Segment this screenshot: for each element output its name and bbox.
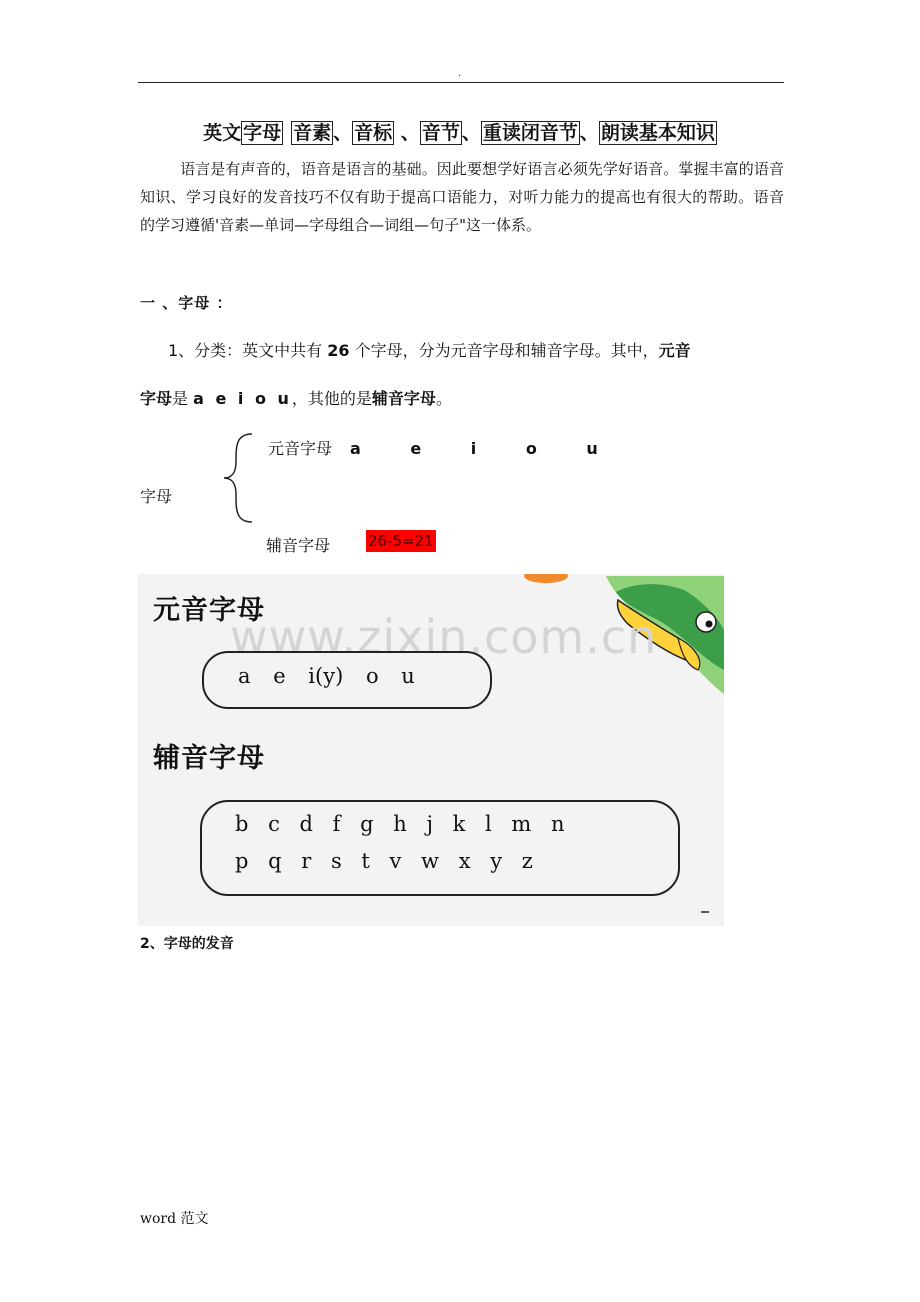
diagram-consonant-label: 辅音字母: [266, 536, 331, 555]
picture-vowel-heading: 元音字母: [153, 595, 265, 626]
page-footer: word 范文: [140, 1211, 209, 1227]
consonant-letters-row-1: b c d f g h j k l m n: [235, 812, 565, 836]
intro-text: 语言是有声音的，语音是语言的基础。因此要想学好语言必须先学好语音。掌握丰富的语音知识、学习良好的发音技巧不仅有助于提高口语能力，对听力能力的提高也有很大的帮助。语音的学习遵循'音素—单词—字母组合—词组—句子"这一体系。: [140, 160, 784, 234]
diagram-vowel-letters: a e i o u: [350, 439, 620, 458]
vowel-list: a e i o u: [193, 389, 292, 408]
consonant-letters-row-2: p q r s t v w x y z: [235, 849, 533, 873]
text: ，其他的是: [291, 389, 372, 408]
vowel-letters-row: a e i(y) o u: [238, 664, 415, 688]
title-sep: 、: [333, 122, 353, 144]
text: 是: [172, 389, 194, 408]
diagram-vowel-label: 元音字母: [268, 439, 333, 458]
letters-illustration: [138, 574, 724, 926]
page-title: [0, 118, 920, 145]
classification-line-2: [140, 388, 452, 410]
header-dot: .: [458, 68, 462, 79]
title-sep: 、: [394, 122, 420, 144]
title-sep: 、: [579, 122, 599, 144]
watermark: www.zixin.com.cn: [230, 610, 658, 664]
picture-corner-mark: [701, 911, 709, 913]
title-boxed-syllables: 音节: [421, 122, 460, 144]
picture-consonant-heading: 辅音字母: [153, 743, 265, 774]
intro-paragraph: [140, 155, 784, 239]
title-boxed-phonetic-symbols: 音标: [354, 122, 393, 144]
title-boxed-stressed-closed-syllables: 重读闭音节: [482, 122, 578, 144]
bold-term: 元音: [658, 341, 691, 360]
header-rule: [138, 82, 784, 83]
bold-term: 字母: [140, 389, 173, 408]
text: 个字母，分为元音字母和辅音字母。其中，: [349, 341, 659, 360]
classification-line-1: [168, 340, 691, 362]
title-boxed-reading-basics: 朗读基本知识: [600, 122, 715, 144]
diagram-vowel-branch: [268, 436, 620, 459]
consonant-count-formula: 26-5=21: [368, 532, 434, 550]
section-2-heading: 2、字母的发音: [140, 936, 234, 952]
bold-term: 辅音字母: [371, 389, 436, 408]
text: 。: [435, 389, 452, 408]
diagram-root-label: 字母: [140, 487, 173, 506]
title-sep: 、: [461, 122, 481, 144]
letter-count: 26: [327, 341, 350, 360]
title-part-english: 英文: [203, 122, 242, 144]
section-1-heading: 一 、字母 ：: [140, 294, 233, 312]
title-boxed-letters: 字母: [243, 122, 282, 144]
text: 1、分类：英文中共有: [168, 341, 328, 360]
curly-brace-icon: [222, 432, 256, 524]
title-boxed-phonemes: 音素: [293, 122, 332, 144]
